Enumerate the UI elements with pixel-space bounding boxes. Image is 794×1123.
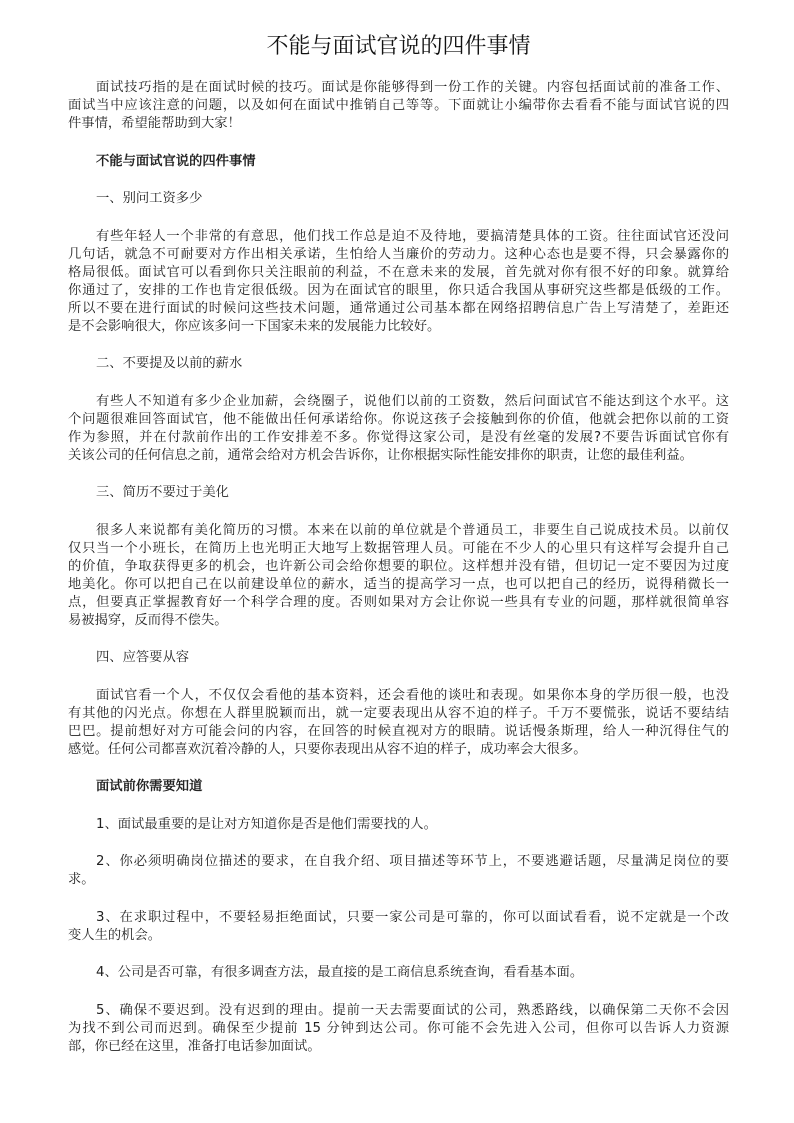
paragraph <box>68 964 729 982</box>
text-line: 二、不要提及以前的薪水 <box>96 356 243 371</box>
text-line: 感觉。任何公司都喜欢沉着冷静的人，只要你表现出从容不迫的样子，成功率会大很多。 <box>68 741 587 757</box>
text-line: 作为参照，并在付款前作出的工作安排差不多。你觉得这家公司，是没有丝毫的发展?不要告诉面试官你有 <box>68 429 729 445</box>
text-line: 求。 <box>68 872 95 887</box>
text-line: 1、面试最重要的是让对方知道你是否是他们需要找的人。 <box>96 816 437 832</box>
paragraph <box>68 816 729 834</box>
text-line: 5、确保不要迟到。没有迟到的理由。提前一天去需要面试的公司，熟悉路线，以确保第二天你不会因 <box>96 1002 729 1018</box>
text-line: 三、简历不要过于美化 <box>96 485 229 500</box>
text-line: 4、公司是否可靠，有很多调查方法，最直接的是工商信息系统查询，看看基本面。 <box>96 965 584 980</box>
paragraph <box>68 1002 729 1056</box>
text-line: 个问题很难回答面试官，他不能做出任何承诺给你。你说这孩子会接触到你的价值，他就会把你以前的工资 <box>68 411 729 427</box>
subsection-heading <box>68 484 729 502</box>
text-line: 的价值，争取获得更多的机会，也许新公司会给你想要的职位。这样想并没有错，但切记一定不要因为过度 <box>68 558 729 574</box>
paragraph <box>68 853 729 889</box>
text-line: 很多人来说都有美化简历的习惯。本来在以前的单位就是个普通员工，非要生自己说成技术员。以前仅 <box>96 522 729 538</box>
text-line: 关该公司的任何信息之前，通常会给对方机会告诉你，让你根据实际性能安排你的职责，让您的最佳利益。 <box>68 447 693 463</box>
paragraph <box>68 522 729 630</box>
text-line: 四、应答要从容 <box>96 650 190 665</box>
text-line: 不能与面试官说的四件事情 <box>96 153 256 169</box>
text-line: 面试技巧指的是在面试时候的技巧。面试是你能够得到一份工作的关键。内容包括面试前的准备工作、 <box>96 80 729 95</box>
text-line: 地美化。你可以把自己在以前建设单位的薪水，适当的提高学习一点，也可以把自己的经历，说得稍微长一 <box>68 576 729 592</box>
paragraph <box>68 393 729 465</box>
text-line: 变人生的机会。 <box>68 927 162 943</box>
paragraph <box>68 687 729 759</box>
subsection-heading <box>68 190 729 208</box>
text-line: 为找不到公司而迟到。确保至少提前 15 分钟到达公司。你可能不会先进入公司，但你可以告诉人力资源 <box>68 1020 729 1036</box>
section-heading <box>68 778 729 796</box>
text-line: 2、你必须明确岗位描述的要求，在自我介绍、项目描述等环节上，不要逃避话题，尽量满足岗位的要 <box>96 854 729 869</box>
paragraph <box>68 228 729 336</box>
text-line: 有些人不知道有多少企业加薪，会绕圈子，说他们以前的工资数，然后问面试官不能达到这个水平。这 <box>96 393 729 409</box>
document-title: 不能与面试官说的四件事情 <box>266 34 531 59</box>
document-body <box>68 79 729 1075</box>
text-line: 仅只当一个小班长，在简历上也光明正大地写上数据管理人员。可能在不少人的心里只有这样写会提升自己 <box>68 540 729 556</box>
text-line: 面试前你需要知道 <box>96 779 203 794</box>
subsection-heading <box>68 649 729 667</box>
text-line: 3、在求职过程中，不要轻易拒绝面试，只要一家公司是可靠的，你可以面试看看，说不定就是一个改 <box>96 909 729 925</box>
text-line: 所以不要在进行面试的时候问这些技术问题，通常通过公司基本都在网络招聘信息广告上写清楚了，差距还 <box>68 300 729 316</box>
text-line: 易被揭穿，反而得不偿失。 <box>68 612 228 628</box>
text-line: 巴巴。提前想好对方可能会问的内容，在回答的时候直视对方的眼睛。说话慢条斯理，给人一种沉得住气的 <box>68 723 729 739</box>
text-line: 几句话，就急不可耐要对方作出相关承诺，生怕给人当廉价的劳动力。这种心态也是要不得，只会暴露你的 <box>68 246 729 262</box>
text-line: 有其他的闪光点。你想在人群里脱颖而出，就一定要表现出从容不迫的样子。千万不要慌张，说话不要结结 <box>68 705 729 721</box>
text-line: 部，你已经在这里，准备打电话参加面试。 <box>68 1038 321 1054</box>
text-line: 件事情，希望能帮助到大家！ <box>68 116 241 131</box>
text-line: 格局很低。面试官可以看到你只关注眼前的利益，不在意未来的发展，首先就对你有很不好的印象。就算给 <box>68 264 729 280</box>
text-line: 点，但要真正掌握教育好一个科学合理的度。否则如果对方会让你说一些具有专业的问题，那样就很简单容 <box>68 594 729 610</box>
subsection-heading <box>68 355 729 373</box>
text-line: 是不会影响很大，你应该多问一下国家未来的发展能力比较好。 <box>68 318 441 334</box>
text-line: 有些年轻人一个非常的有意思，他们找工作总是迫不及待地，要搞清楚具体的工资。往往面试官还没问 <box>96 228 729 244</box>
text-line: 面试官看一个人，不仅仅会看他的基本资料，还会看他的谈吐和表现。如果你本身的学历很一般，也没 <box>96 687 729 703</box>
text-line: 面试当中应该注意的问题，以及如何在面试中推销自己等等。下面就让小编带你去看看不能与面试官说的四 <box>68 98 729 113</box>
paragraph <box>68 909 729 945</box>
paragraph <box>68 79 729 133</box>
text-line: 一、别问工资多少 <box>96 191 203 206</box>
section-heading <box>68 153 729 171</box>
text-line: 你通过了，安排的工作也肯定很低级。因为在面试官的眼里，你只适合我国从事研究这些都是低级的工作。 <box>68 282 729 298</box>
